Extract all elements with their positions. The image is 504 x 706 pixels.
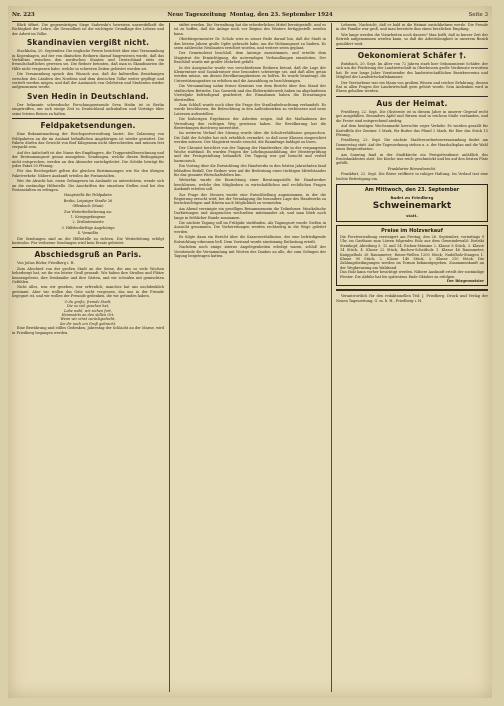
article-paragraph: Wer die Absicht hat, einen Gefangenen im Auslande zu unterstützen, wende sich an die zuständige Hilfsstelle. Die Anschriften der einzelnen Stellen sind bei den Postanstalten zu erfragen. xyxy=(12,179,164,192)
article-paragraph: Zur Frage der Steuern wurde eine Entschließung angenommen, in der die Regierung ersucht wird, bei der Veranlagung die besondere Lage des Handwerks zu berücksichtigen und Härten nach Möglichkeit zu vermeiden. xyxy=(174,192,326,206)
article-paragraph: stiftet werden. Die Verwaltung hat die erforderlichen Mittel bereitgestellt, und es ist zu hoffen, daß die Anlage noch vor Beginn des Winters fertiggestellt werden kann. xyxy=(174,23,326,36)
article-byline: Von Julius Röder, Friedberg i. H. xyxy=(17,261,75,266)
list-item: 4. Vermißte xyxy=(77,231,99,236)
article-paragraph: Ein Vortrag über die Entwicklung des Handwerks in den letzten Jahrzehnten fand lebhaften Beifall. Der Redner wies auf die Bedeutung eines tüchtigen Mittelstandes für das gesamte Wirtschaftsleben hin. xyxy=(174,164,326,177)
headline-oekonomierat: Oekonomierat Schäfer †. xyxy=(357,51,467,61)
article-paragraph: Es folgte dann ein Bericht über die Kassenverhältnisse, der eine befriedigende Entwicklung erkennen ließ. Dem Vorstand wurde einstimmig Entlastung erteilt. xyxy=(174,235,326,244)
article-paragraph: Die Versammlung nahm ferner Kenntnis von dem Bericht über den Stand der städtischen Betriebe. Das Gaswerk und das Elektrizitätswerk haben im abgelaufenen Vierteljahr befriedigend gearbeitet; die Einnahmen haben die Erwartungen übertroffen. xyxy=(174,84,326,102)
article-paragraph: Auf dem heutigen Wochenmarkt herrschte reger Verkehr. Es wurden gezahlt für Kartoffeln der Zentner 3 Mark, für Butter das Pfund 2 Mark, für Eier das Stück 15 Pfennig. xyxy=(336,124,488,137)
article-paragraph: Friedberg, 22. Sept. Die Obsternte ist in diesem Jahre in unserer Gegend recht gut ausgefallen. Besonders Äpfel und Birnen sind in reichem Maße vorhanden, und die Preise sind entsprechend niedrig. xyxy=(336,109,488,123)
list-item: 2. Zivilinternierte xyxy=(72,220,104,225)
column-middle xyxy=(174,23,326,694)
headline-feldpakete: Feldpaketsendungen. xyxy=(40,121,136,131)
poem-line: Heimwärts an den stillen Ort. xyxy=(61,312,115,317)
article-paragraph: Auf der Aufschrift ist der Name des Empfängers, die Truppenteilbezeichnung und der Bestimmungsort genau anzugeben. Sendungen, welche diesen Bedingungen nicht entsprechen, werden an den Absender zurückgeleitet. Die Gebühr beträgt für jedes Paket 50 Pfennig. xyxy=(12,150,164,168)
article-paragraph: Weiterhin wurde die Einrichtung einer Beratungsstelle für Handwerker beschlossen, welche den Mitgliedern in wirtschaftlichen und rechtlichen Fragen Auskunft erteilen soll. xyxy=(174,178,326,192)
article-paragraph: Die Sendungen sind an die Hilfsstelle zu richten. Die Weiterleitung erfolgt kostenlos. Für verlorene Sendungen wird kein Ersatz geleistet. xyxy=(12,236,164,246)
ad-body: Die Forstverwaltung versteigert am Freitag, den 26. September, vormittags 9 Uhr, im Gasthaus zum Löwen folgendes Holz aus dem Gemeindewald: Distrikt Steinkopf, Abteilung 5, 12 und 14: Eichen-Stämme 2. Klasse 8 Stück, 3. Klasse 14 Stück, 4. Klasse 22 Stück; Buchen-Scheitholz 1. Klasse 46 Raummeter, Knüppelholz 28 Raummeter; Reiser-Wellen 1200 Stück; Nadelholz-Stangen 1. Klasse 90 Stück, 2. Klasse 140 Stück, 3. Klasse 210 Stück. Die Zahlungsbedingungen werden im Termin bekanntgegeben. Zusammenkunft an der Wegkreuzung am Waldrand. xyxy=(340,234,484,270)
address-line: Berlin, Leipziger Straße 26 xyxy=(63,198,113,203)
list-heading: Zur Weiterbeförderung an: xyxy=(64,209,112,214)
article-paragraph: Der Verstorbene war ein Mann von großem Wissen und reicher Erfahrung, dessen Rat in allen Fragen der Landwirtschaft gern gehört wurde. Sein Andenken wird in Ehren gehalten werden. xyxy=(336,80,488,94)
newspaper-page xyxy=(8,6,492,698)
address-heading: Hauptstelle für Feldpakete xyxy=(64,193,112,198)
article-paragraph: Stockholm, 20. September. Die englische Presse berichtet über eine Versammlung in Kopenhagen, auf der von dänischen Rednern darauf hingewiesen wurde, daß das Verhältnis zwischen den nordischen Staaten und Deutschland stets ein freundschaftliches gewesen sei. Die Redner betonten, daß man in Skandinavien die Hilfe nicht vergessen habe, welche in schweren Zeiten geleistet worden sei. xyxy=(12,49,164,71)
poem-line: O du große, fremde Stadt, xyxy=(64,299,112,304)
ad-subline: findet zu Friedberg xyxy=(390,194,434,200)
headline-skandinavien: Skandinavien vergißt nicht. xyxy=(26,38,150,48)
headline-heimat: Aus der Heimat. xyxy=(376,98,448,108)
list-item: 1. Kriegsgefangene xyxy=(70,215,106,219)
article-paragraph: Zum Schluß wurde noch über die Frage der Straßenbeleuchtung verhandelt. Es wurde beschlossen, die Beleuchtung in den Außenbezirken zu verbessern und neue Laternen aufzustellen. xyxy=(174,102,326,116)
article-paragraph: Im weiteren Verlauf der Sitzung wurde über die Schulverhältnisse gesprochen. Die Zahl der Schüler hat sich erheblich vermehrt, so daß neue Klassen eingerichtet werden müssen. Der Magistrat wurde ersucht, die Raumfrage baldigst zu lösen. xyxy=(174,131,326,145)
article-paragraph: Zum Abschied von der großen Stadt an der Seine, die uns so viele Wochen beherbergt hat, sei ihr ein letzter Gruß gesandt. Wir haben ihre Straßen und Plätze kennengelernt, ihre Denkmäler und ihre Gärten, und wir scheiden mit gemischten Gefühlen. xyxy=(12,266,164,285)
section-subheading: Frankfurter Börsenbericht. xyxy=(387,166,437,171)
advertisement-schweinemarkt xyxy=(336,184,488,222)
article-paragraph: Der Chronist berichtet von der Tagung der Handwerker, die in der vergangenen Woche stattfand. Es wurden Fragen der Lehrlingsausbildung, der Meisterprüfung und der Preisgestaltung behandelt. Die Tagung war gut besucht und verlief harmonisch. xyxy=(174,145,326,163)
article-paragraph: Friedberg, 23. Sept. Die nächste Stadtverordnetenversammlung findet am Donnerstag statt. Auf der Tagesordnung stehen u. a. der Haushaltsplan und die Wahl eines Beigeordneten. xyxy=(336,138,488,152)
column-divider xyxy=(331,23,332,692)
imprint-footer: Verantwortlich für den redaktionellen Teil: J. Friedberg. Druck und Verlag der Neuen Tageszeitung, G. m. b. H., Friedberg i. H. xyxy=(336,294,488,303)
ad-signature: Der Bürgermeister xyxy=(446,279,484,284)
headline-sven-hedin: Sven Hedin in Deutschland. xyxy=(27,91,149,101)
list-item: 3. Hilfsbedürftige Angehörige xyxy=(61,225,115,230)
article-paragraph: Oberbürgermeister Dr. Scholz wies in seiner Rede darauf hin, daß die Stadt in den letzten Jahren große Opfer gebracht habe, um die Wohnungsnot zu lindern. Es seien zahlreiche Neubauten errichtet worden, und weitere seien geplant. xyxy=(174,37,326,51)
column-divider xyxy=(169,23,170,692)
section-rule xyxy=(12,118,164,119)
footer-rule xyxy=(336,289,488,292)
article-paragraph: Die nächste Tagung soll im Frühjahr stattfinden. Als Tagungsort wurde Gießen in Aussicht genommen. Die Vorbereitungen werden rechtzeitig in die Wege geleitet werden. xyxy=(174,221,326,234)
masthead xyxy=(12,9,488,22)
article-paragraph: Nicht alles, was wir gesehen, war erfreulich; manches hat uns nachdenklich gestimmt. Aber wir wollen das Gute nicht vergessen, das uns in der Fremde begegnet ist, und wir wollen der Freunde gedenken, die wir gefunden haben. xyxy=(12,285,164,299)
article-paragraph: Die Versammlung sprach den Wunsch aus, daß die kulturellen Beziehungen zwischen den Ländern des Nordens und dem deutschen Volke weiter gepflegt und vertieft werden mögen, und daß der Austausch von Gelehrten und Studenten wieder aufgenommen werde. xyxy=(12,72,164,90)
article-paragraph: Nachdem noch einige interne Angelegenheiten erledigt waren, schloß der Vorsitzende die Versammlung mit Worten des Dankes an alle, die zum Gelingen der Tagung beigetragen hatten. xyxy=(174,245,326,258)
section-rule xyxy=(12,247,164,248)
ad-body: Das Holz kann vorher besichtigt werden. Nähere Auskunft erteilt der zuständige Förster. Die Abfuhr hat bis spätestens Ende Oktober zu erfolgen. xyxy=(340,270,484,279)
article-paragraph: Am Sonntag fand in der Stadtkirche ein Festgottesdienst anläßlich des Erntedankfestes statt. Die Kirche war reich geschmückt und bis auf den letzten Platz gefüllt. xyxy=(336,152,488,166)
poem-line: Die so viel gesehen hat, xyxy=(66,304,110,309)
closing-paragraph: Eine Bewährung und stilles Gedenken, Jahrestag der Schlacht an der Marne, wird in Friedberg begangen werden. xyxy=(12,326,164,335)
paper-name: Neue Tageszeitung xyxy=(167,12,226,18)
article-paragraph: Wie lange werden die Vorarbeiten noch dauern? Man hofft, daß in kurzer Zeit der Betrieb aufgenommen werden kann, so daß die Arbeitslosigkeit in unserem Bezirk gemildert wird. xyxy=(336,32,488,46)
poem-line: Wenn wir einst zurückgedacht, xyxy=(60,317,116,322)
article-paragraph: Der bekannte schwedische Forschungsreisende Sven Hedin ist in Berlin eingetroffen, um sich einige Zeit in Deutschland aufzuhalten und Vorträge über seine letzten Reisen zu halten. xyxy=(12,102,164,116)
issue-number: Nr. 223 xyxy=(12,12,35,18)
issue-date: Montag, den 23. September 1924 xyxy=(229,12,333,18)
article-paragraph: Butzbach, 20. Sept. Im Alter von 72 Jahren starb hier Oekonomierat Schäfer, der sich um die Förderung der Landwirtschaft in Oberhessen große Verdienste erworben hat. Er war lange Jahre Vorsitzender des landwirtschaftlichen Bezirksvereins und Mitglied der Landwirtschaftskammer. xyxy=(336,62,488,80)
poem-line: Lebe wohl, wir ziehen fort, xyxy=(64,308,112,313)
ad-heading: Preise im Holzverkauf xyxy=(381,227,443,234)
article-paragraph: Eine Bekanntmachung der Reichspostverwaltung lautet: Die Zulassung von Feldpaketen an die im Ausland befindlichen Angehörigen ist wieder gestattet. Die Pakete dürfen das Gewicht von fünf Kilogramm nicht überschreiten und müssen fest verpackt sein. xyxy=(12,132,164,150)
address-line: Offenbach (Main) xyxy=(72,204,104,209)
paper-title-and-date xyxy=(12,9,488,21)
article-paragraph: Am Abend vereinigte ein geselliges Beisammensein die Teilnehmer. Musikalische Darbietungen und Ansprachen wechselten miteinander ab, und man blieb noch lange in fröhlicher Runde zusammen. xyxy=(174,206,326,220)
ad-date-line: Am Mittwoch, den 23. September xyxy=(364,186,460,193)
advertisement-holzverkauf xyxy=(336,225,488,286)
page-number: Seite 3 xyxy=(468,12,488,18)
article-paragraph: Lehrerin, Nachricht, daß er bald in die Heimat zurückkehren werde. Die Freude in der Familie war groß, und man bereitete ihm einen herzlichen Empfang. xyxy=(336,23,488,32)
headline-abschiedsgruss: Abschiedsgruß an Paris. xyxy=(34,250,142,260)
column-left xyxy=(12,23,164,694)
ad-end-line: statt. xyxy=(406,212,418,218)
column-right xyxy=(336,23,488,694)
article-paragraph: In der Aussprache wurde von verschiedenen Rednern betont, daß die Lage der Kleinrentner und Sozialrentner eine besonders schwierige sei, und daß alles getan werden müsse, um diesen Bevölkerungskreisen zu helfen. Es wurde beantragt, die Unterstützungssätze zu erhöhen und die Auszahlung zu beschleunigen. xyxy=(174,65,326,83)
article-paragraph: Die bisherigen Ergebnisse der Arbeiten zeigen, daß die Maßnahmen der Verwaltung den richtigen Weg gewiesen haben. Die Bevölkerung hat die Bestrebungen durchweg unterstützt. xyxy=(174,117,326,130)
article-paragraph: Frankfurt, 22. Sept. Die Börse eröffnete in ruhiger Haltung. Im Verlauf trat eine leichte Befestigung ein. xyxy=(336,172,488,181)
section-rule xyxy=(336,48,488,49)
section-rule xyxy=(336,96,488,97)
article-paragraph: Der Gemeinderat beschloß, dem Antrage zuzustimmen, und erteilte dem Magistrat die Ermächtigung, die notwendigen Verhandlungen einzuleiten. Der Beschluß wurde mit großer Mehrheit gefaßt. xyxy=(174,51,326,65)
ad-title: Schweinemarkt xyxy=(372,200,452,211)
poem-line: Sei dir noch ein Gruß gebracht. xyxy=(59,321,117,326)
article-paragraph: Für das Reichsgebiet gelten die gleichen Bestimmungen wie für den übrigen Paketverkehr. Nähere Auskunft erteilen die Postanstalten. xyxy=(12,169,164,178)
lead-paragraph: Blick öffnet. Die gegenwärtigen Siege Sadowski's beweisen unzweifelhaft die Richtigkeit der Lehre, die Gesundheit ist die wichtigste Grundlage des Lebens und der Arbeit im Volke. xyxy=(12,23,164,36)
